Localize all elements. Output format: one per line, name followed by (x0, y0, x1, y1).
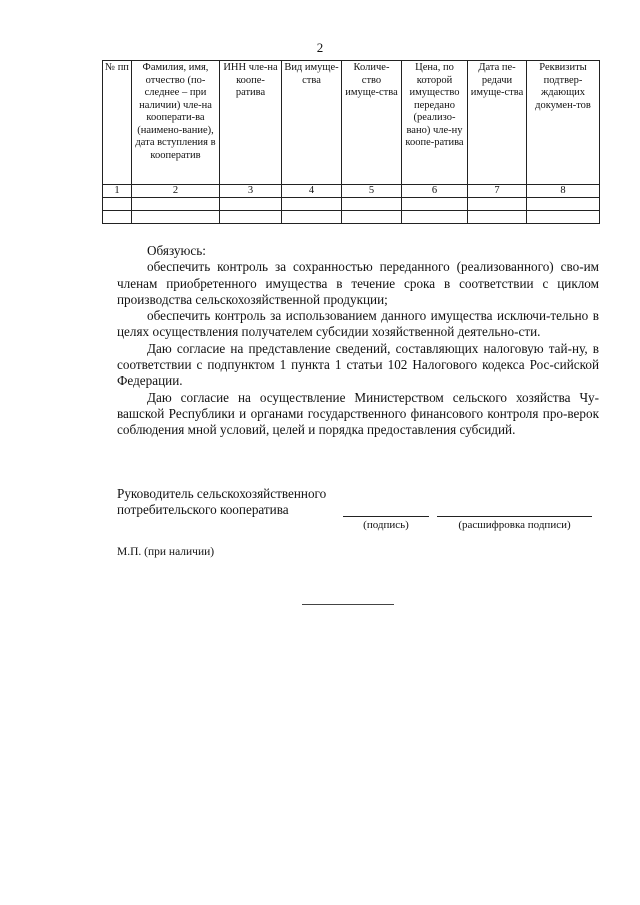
empty-cell (132, 211, 220, 224)
empty-cell (468, 211, 527, 224)
paragraph: Даю согласие на осуществление Министерством сельского хозяйства Чу-вашской Республики и органами государственного финансового контроля про-верок соблюдения мной условий, целей и порядка предоставления субсидий. (117, 389, 599, 438)
empty-cell (220, 211, 282, 224)
column-number: 2 (132, 185, 220, 198)
header-cell: Реквизиты подтвер-ждающих докумен-тов (527, 61, 600, 185)
paragraph: Даю согласие на представление сведений, составляющих налоговую тай-ну, в соответствии с подпунктом 1 пункта 1 статьи 102 Налогового кодекса Рос-сийской Федерации. (117, 340, 599, 389)
signature-line (343, 516, 429, 517)
paragraph: Обязуюсь: (147, 243, 206, 258)
paragraph: обеспечить контроль за использованием данного имущества исключи-тельно в целях осуществления получателем субсидии хозяйственной деятельно-сти. (117, 308, 599, 340)
property-table (102, 60, 600, 224)
header-cell: Количе-ство имуще-ства (342, 61, 402, 185)
empty-cell (342, 198, 402, 211)
empty-cell (132, 198, 220, 211)
header-cell: № пп (103, 61, 132, 185)
empty-cell (282, 198, 342, 211)
stamp-placeholder: М.П. (при наличии) (117, 546, 215, 558)
obligations-text (117, 243, 599, 439)
empty-cell (402, 211, 468, 224)
table-row (103, 211, 600, 224)
empty-cell (527, 198, 600, 211)
signature-caption: (подпись) (363, 519, 409, 531)
signatory-title (117, 486, 326, 518)
column-number: 1 (103, 185, 132, 198)
empty-cell (468, 198, 527, 211)
column-number: 5 (342, 185, 402, 198)
header-cell: Дата пе-редачи имуще-ства (468, 61, 527, 185)
decoding-line (437, 516, 592, 517)
header-cell: Цена, по которой имущество передано (реализо-вано) чле-ну коопе-ратива (402, 61, 468, 185)
signatory-line: потребительского кооператива (117, 502, 289, 517)
column-number: 7 (468, 185, 527, 198)
column-number: 3 (220, 185, 282, 198)
empty-cell (220, 198, 282, 211)
empty-cell (103, 198, 132, 211)
table-row (103, 198, 600, 211)
header-cell: Фамилия, имя, отчество (по-следнее – при наличии) чле-на кооперати-ва (наимено-вание), дата вступления в кооператив (132, 61, 220, 185)
column-number: 4 (282, 185, 342, 198)
decoding-caption: (расшифровка подписи) (458, 519, 571, 531)
table-number-row (103, 185, 600, 198)
column-number: 6 (402, 185, 468, 198)
header-cell: ИНН чле-на коопе-ратива (220, 61, 282, 185)
page-number: 2 (316, 40, 324, 55)
empty-cell (402, 198, 468, 211)
empty-cell (282, 211, 342, 224)
signatory-line: Руководитель сельскохозяйственного (117, 486, 327, 501)
empty-cell (527, 211, 600, 224)
header-cell: Вид имуще-ства (282, 61, 342, 185)
end-divider (302, 604, 394, 605)
paragraph: обеспечить контроль за сохранностью переданного (реализованного) сво-им членам приобретенного имущества в течение срока в соответствии с циклом производства сельскохозяйственной продукции; (117, 259, 599, 307)
empty-cell (103, 211, 132, 224)
table-header-row (103, 61, 600, 185)
empty-cell (342, 211, 402, 224)
column-number: 8 (527, 185, 600, 198)
